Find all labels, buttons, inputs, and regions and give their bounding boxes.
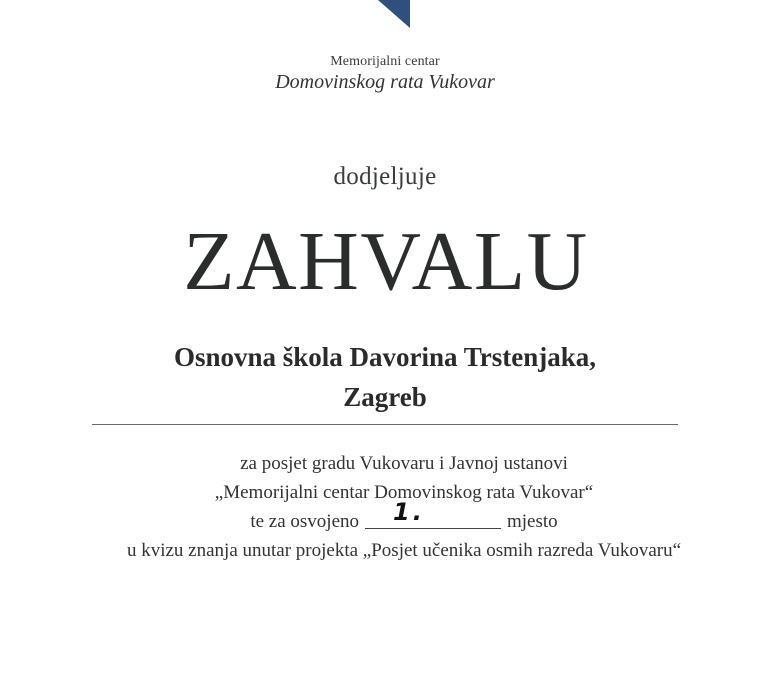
citation-line-4: u kvizu znanja unutar projekta „Posjet učenika osmih razreda Vukovaru“ xyxy=(126,540,682,561)
placement-handwritten-value: 1. xyxy=(393,498,425,526)
recipient xyxy=(0,337,762,417)
citation-line-1: za posjet gradu Vukovaru i Javnoj ustanovi xyxy=(240,453,568,474)
recipient-name: Osnovna škola Davorina Trstenjaka, xyxy=(173,342,597,372)
certificate-title: ZAHVALU xyxy=(183,215,589,308)
corner-triangle-decoration xyxy=(378,0,410,28)
divider-line xyxy=(92,424,678,425)
citation-line-3-suffix: mjesto xyxy=(507,511,558,532)
issuer-name-line2: Domovinskog rata Vukovar xyxy=(275,71,495,93)
recipient-city: Zagreb xyxy=(343,382,427,412)
citation-line-3-prefix: te za osvojeno xyxy=(250,511,359,532)
issuer-name-line1: Memorijalni centar xyxy=(330,54,440,69)
issuer-header xyxy=(260,54,510,93)
awards-verb: dodjeljuje xyxy=(333,163,437,190)
citation-line-3 xyxy=(0,498,762,536)
citation-line-2: „Memorijalni centar Domovinskog rata Vukovar“ xyxy=(214,482,594,503)
placement-blank-field xyxy=(365,498,501,529)
citation-text xyxy=(0,449,762,565)
